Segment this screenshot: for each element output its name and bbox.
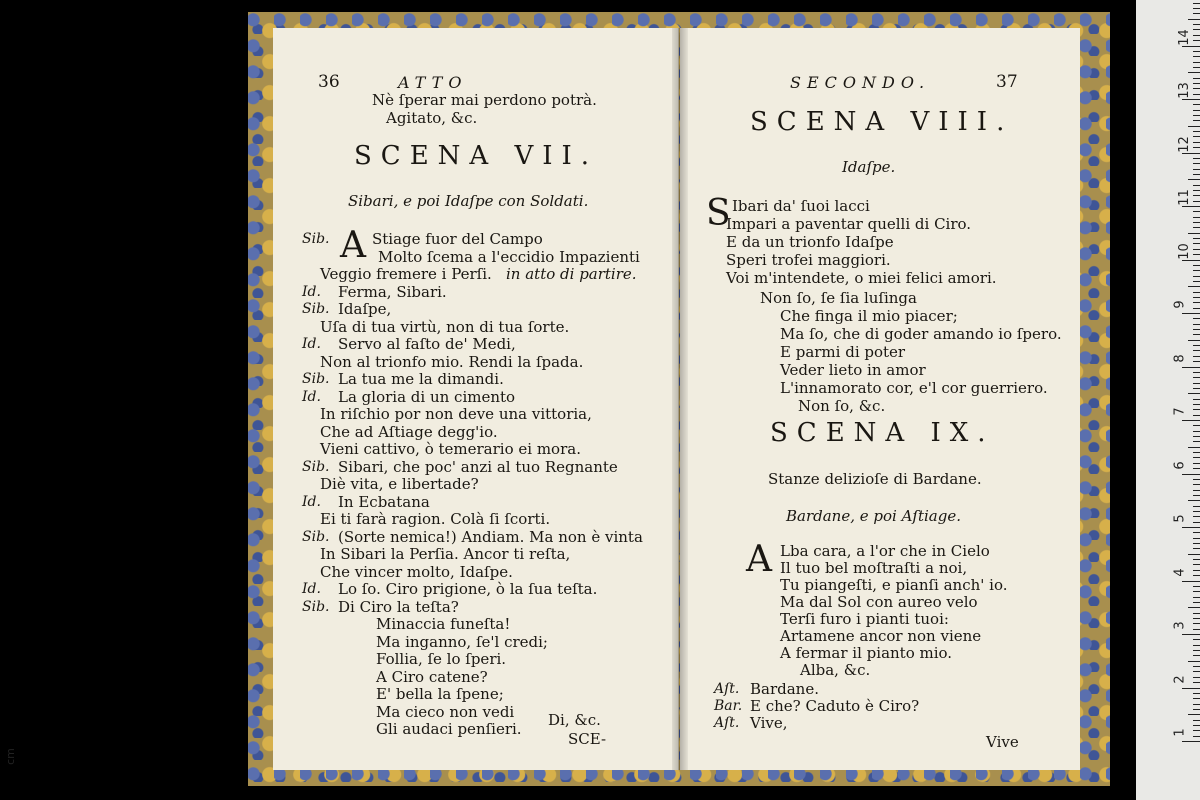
ruler-number: 10 xyxy=(1176,242,1192,260)
ruler-number: 4 xyxy=(1172,567,1188,577)
ruler-tick xyxy=(1193,136,1200,137)
ruler-tick xyxy=(1193,629,1200,630)
ruler-tick xyxy=(1188,19,1200,20)
ruler-tick xyxy=(1193,623,1200,624)
ruler-tick xyxy=(1188,340,1200,341)
ruler-tick xyxy=(1193,190,1200,191)
ruler-tick xyxy=(1193,736,1200,737)
ruler-tick xyxy=(1193,602,1200,603)
dialogue-line: Servo al faſto de' Medi, xyxy=(338,335,516,353)
ruler-tick xyxy=(1193,62,1200,63)
ruler-tick xyxy=(1193,709,1200,710)
ruler-tick xyxy=(1188,393,1200,394)
aria-line: Alba, &c. xyxy=(800,661,871,679)
ruler-tick xyxy=(1193,388,1200,389)
ruler-tick xyxy=(1188,714,1200,715)
dialogue-line: Voi m'intendete, o miei felici amori. xyxy=(726,269,997,287)
ruler-tick xyxy=(1193,318,1200,319)
drop-cap: A xyxy=(746,539,772,580)
ruler-tick xyxy=(1193,163,1200,164)
speaker-label: Id. xyxy=(302,493,321,510)
dialogue-line: Bardane. xyxy=(750,680,819,698)
ruler-tick xyxy=(1193,463,1200,464)
ruler-tick xyxy=(1193,227,1200,228)
ruler-tick xyxy=(1193,613,1200,614)
ruler-tick xyxy=(1193,270,1200,271)
ruler-tick xyxy=(1193,725,1200,726)
ruler-tick xyxy=(1193,415,1200,416)
ruler-tick xyxy=(1182,206,1200,207)
ruler-number: 9 xyxy=(1172,300,1188,309)
aria-line: Gli audaci penſieri. xyxy=(376,720,522,738)
aria-line: Ma cieco non vedi xyxy=(376,702,515,721)
dialogue-line: Uſa di tua virtù, non di tua ſorte. xyxy=(320,317,570,336)
ruler-tick xyxy=(1193,511,1200,512)
ruler-tick xyxy=(1193,329,1200,330)
left-running-head: ATTO xyxy=(398,73,468,92)
ruler-tick xyxy=(1188,233,1200,234)
ruler-tick xyxy=(1193,575,1200,576)
dialogue-line: Ibari da' ſuoi lacci xyxy=(732,197,870,215)
ruler-tick xyxy=(1193,169,1200,170)
dialogue-line: Veggio fremere i Perſi. xyxy=(320,265,492,283)
dialogue-line: Ferma, Sibari. xyxy=(338,282,447,301)
ruler-tick xyxy=(1188,554,1200,555)
ruler-tick xyxy=(1188,607,1200,608)
ruler-tick xyxy=(1182,741,1200,742)
ruler-tick xyxy=(1193,671,1200,672)
ruler-tick xyxy=(1193,591,1200,592)
dialogue-line: E che? Caduto è Ciro? xyxy=(750,697,920,715)
aria-line: L'innamorato cor, e'l cor guerriero. xyxy=(780,379,1048,397)
ruler-tick xyxy=(1193,142,1200,143)
ruler-tick xyxy=(1193,693,1200,694)
ruler-number: 13 xyxy=(1176,82,1192,99)
ruler-tick xyxy=(1193,243,1200,244)
ruler-tick xyxy=(1188,286,1200,287)
dialogue-line: Di Ciro la teſta? xyxy=(338,597,459,616)
ruler-tick xyxy=(1193,436,1200,437)
scene-persons: Sibari, e poi Idaſpe con Soldati. xyxy=(348,192,589,210)
ruler-tick xyxy=(1182,367,1200,368)
ruler-tick xyxy=(1193,8,1200,9)
ruler-tick xyxy=(1193,516,1200,517)
ruler-number: 11 xyxy=(1176,189,1192,206)
aria-line: Terſi furo i pianti tuoi: xyxy=(780,610,949,628)
ruler-tick xyxy=(1193,24,1200,25)
ruler-tick xyxy=(1193,720,1200,721)
ruler-tick xyxy=(1193,350,1200,351)
dialogue-line: Idaſpe, xyxy=(338,300,392,318)
ruler-tick xyxy=(1193,425,1200,426)
ruler-tick xyxy=(1193,618,1200,619)
dialogue-line: Diè vita, e libertade? xyxy=(320,475,479,493)
ruler-tick xyxy=(1193,238,1200,239)
aria-line: Lba cara, a l'or che in Cielo xyxy=(780,542,990,560)
ruler-number: 2 xyxy=(1172,674,1188,684)
ruler-tick xyxy=(1193,495,1200,496)
ruler-tick xyxy=(1193,174,1200,175)
ruler-tick xyxy=(1193,682,1200,683)
dialogue-line: Molto ſcema a l'eccidio Impazienti xyxy=(378,247,640,266)
ruler-tick xyxy=(1193,158,1200,159)
ruler-tick xyxy=(1193,639,1200,640)
ruler-tick xyxy=(1193,479,1200,480)
ruler-tick xyxy=(1193,195,1200,196)
ruler-tick xyxy=(1193,650,1200,651)
ruler-tick xyxy=(1193,40,1200,41)
ruler-tick xyxy=(1193,254,1200,255)
ruler-tick xyxy=(1193,29,1200,30)
dialogue-line: In Ecbatana xyxy=(338,492,430,511)
ruler-tick xyxy=(1182,99,1200,100)
ruler-tick xyxy=(1182,153,1200,154)
aria-line: Follia, ſe lo ſperi. xyxy=(376,650,507,668)
ruler-tick xyxy=(1193,468,1200,469)
book-gutter xyxy=(672,28,688,770)
ruler-tick xyxy=(1193,78,1200,79)
ruler-tick xyxy=(1193,3,1200,4)
speaker-label: Bar. xyxy=(714,698,743,714)
ruler-tick xyxy=(1193,201,1200,202)
ruler-number: 7 xyxy=(1172,407,1188,416)
speaker-label: Sib. xyxy=(302,598,330,615)
aria-line: Artamene ancor non viene xyxy=(780,627,982,645)
ruler-tick xyxy=(1182,46,1200,47)
speaker-label: Aſt. xyxy=(714,681,740,697)
ruler-number: 3 xyxy=(1172,621,1188,630)
ruler-tick xyxy=(1188,179,1200,180)
ruler-tick xyxy=(1193,645,1200,646)
catchword: Vive xyxy=(986,733,1019,751)
ruler-tick xyxy=(1193,88,1200,89)
dialogue-line: In Sibari la Perſia. Ancor ti reſta, xyxy=(320,545,571,563)
dialogue-line: Lo ſo. Ciro prigione, ò la ſua teſta. xyxy=(338,580,598,598)
aria-line: Tu piangeſti, e pianſi anch' io. xyxy=(780,576,1008,594)
ruler-tick xyxy=(1182,634,1200,635)
speaker-label: Id. xyxy=(302,283,321,300)
ruler-tick xyxy=(1193,559,1200,560)
ruler-tick xyxy=(1193,431,1200,432)
ruler-tick xyxy=(1193,457,1200,458)
right-page-number: 37 xyxy=(996,72,1018,92)
ruler-tick xyxy=(1193,666,1200,667)
dialogue-line: Sibari, che poc' anzi al tuo Regnante xyxy=(338,457,618,476)
ruler-tick xyxy=(1193,297,1200,298)
ruler-tick xyxy=(1193,104,1200,105)
ruler-tick xyxy=(1193,490,1200,491)
ruler-tick xyxy=(1193,383,1200,384)
ruler-tick xyxy=(1193,409,1200,410)
dialogue-line: (Sorte nemica!) Andiam. Ma non è vinta xyxy=(338,527,643,546)
ruler-tick xyxy=(1182,420,1200,421)
ruler-tick xyxy=(1193,730,1200,731)
ruler-tick xyxy=(1193,452,1200,453)
speaker-label: Sib. xyxy=(302,458,330,475)
drop-cap: A xyxy=(340,225,366,266)
scene-title: SCENA IX. xyxy=(770,418,995,448)
aria-line: Che finga il mio piacer; xyxy=(780,307,958,325)
ruler-tick xyxy=(1193,56,1200,57)
ruler-tick xyxy=(1193,131,1200,132)
ruler-tick xyxy=(1193,506,1200,507)
ruler-tick xyxy=(1193,120,1200,121)
aria-end: Di, &c. xyxy=(548,711,601,729)
aria-line: Ma ſo, che di goder amando io ſpero. xyxy=(780,325,1062,343)
scene-setting: Stanze delizioſe di Bardane. xyxy=(768,470,982,488)
dialogue-line: Impari a paventar quelli di Ciro. xyxy=(726,215,972,233)
aria-line: Il tuo bel moſtraſti a noi, xyxy=(780,559,968,577)
speaker-label: Sib. xyxy=(302,231,330,247)
ruler-tick xyxy=(1193,83,1200,84)
ruler-tick xyxy=(1193,377,1200,378)
ruler-number: 8 xyxy=(1172,353,1188,363)
ruler-tick xyxy=(1193,51,1200,52)
dialogue-line: Ei ti farà ragion. Colà ſi ſcorti. xyxy=(320,510,551,528)
dialogue-line: Che ad Aſtiage degg'io. xyxy=(320,422,498,441)
ruler-tick xyxy=(1193,404,1200,405)
speaker-label: Aſt. xyxy=(714,715,740,731)
dialogue-line: La gloria di un cimento xyxy=(338,387,516,406)
dialogue-line: Vive, xyxy=(750,714,788,732)
dialogue-line: Speri trofei maggiori. xyxy=(726,251,891,269)
speaker-label: Sib. xyxy=(302,301,330,317)
ruler-tick xyxy=(1193,308,1200,309)
ruler-tick xyxy=(1193,361,1200,362)
aria-line: Non ſo, ſe ſia luſinga xyxy=(760,289,917,307)
left-page-number: 36 xyxy=(318,72,340,92)
ruler-number: 5 xyxy=(1172,514,1188,523)
ruler-tick xyxy=(1193,441,1200,442)
ruler-tick xyxy=(1193,147,1200,148)
ruler-tick xyxy=(1193,564,1200,565)
dialogue-line: Stiage fuor del Campo xyxy=(372,230,543,248)
ruler-tick xyxy=(1188,500,1200,501)
ruler-tick xyxy=(1193,249,1200,250)
aria-line: Veder lieto in amor xyxy=(780,361,926,379)
aria-line: Non ſo, &c. xyxy=(798,397,886,415)
ruler-number: 1 xyxy=(1172,728,1188,737)
ruler-number: 14 xyxy=(1176,28,1192,46)
catchword: SCE- xyxy=(568,730,607,748)
ruler-tick xyxy=(1182,474,1200,475)
ruler-tick xyxy=(1193,265,1200,266)
ruler-tick xyxy=(1193,292,1200,293)
dialogue-line: Non al trionfo mio. Rendi la ſpada. xyxy=(320,352,584,371)
scene-title: SCENA VIII. xyxy=(750,107,1014,137)
ruler-tick xyxy=(1193,324,1200,325)
ruler-tick xyxy=(1193,217,1200,218)
ruler-tick xyxy=(1193,484,1200,485)
ruler-tick xyxy=(1182,260,1200,261)
ruler-tick xyxy=(1193,655,1200,656)
ruler-tick xyxy=(1193,704,1200,705)
dialogue-line: In riſchio por non deve una vittoria, xyxy=(320,405,592,423)
aria-line: Ma inganno, ſe'l credi; xyxy=(376,632,548,651)
speaker-label: Id. xyxy=(302,388,321,405)
aria-line: E parmi di poter xyxy=(780,343,906,361)
ruler-tick xyxy=(1182,313,1200,314)
ruler-tick xyxy=(1193,13,1200,14)
aria-line: Minaccia funeſta! xyxy=(376,615,511,633)
ruler-tick xyxy=(1193,698,1200,699)
ruler-tick xyxy=(1193,345,1200,346)
text-line: Nè ſperar mai perdono potrà. xyxy=(372,91,597,109)
ruler-tick xyxy=(1193,532,1200,533)
aria-line: A fermar il pianto mio. xyxy=(780,644,953,662)
ruler-tick xyxy=(1193,538,1200,539)
speaker-label: Sib. xyxy=(302,371,330,387)
ruler-tick xyxy=(1193,570,1200,571)
aria-line: A Ciro catene? xyxy=(376,667,488,686)
dialogue-line: Vieni cattivo, ò temerario ei mora. xyxy=(320,440,581,458)
dialogue-line: Che vincer molto, Idaſpe. xyxy=(320,562,513,581)
ruler-unit: cm xyxy=(3,748,17,765)
speaker-label: Id. xyxy=(302,336,321,352)
ruler-tick xyxy=(1193,211,1200,212)
scene-persons: Bardane, e poi Aſtiage. xyxy=(786,507,961,525)
ruler-tick xyxy=(1193,35,1200,36)
right-running-head: SECONDO. xyxy=(790,73,931,92)
dialogue-line: E da un trionfo Idaſpe xyxy=(726,233,894,251)
scene-title: SCENA VII. xyxy=(354,141,599,171)
ruler-tick xyxy=(1193,110,1200,111)
ruler-tick xyxy=(1193,222,1200,223)
ruler-tick xyxy=(1182,527,1200,528)
speaker-label: Sib. xyxy=(302,528,330,545)
ruler-tick xyxy=(1193,281,1200,282)
ruler-tick xyxy=(1188,447,1200,448)
ruler-tick xyxy=(1193,67,1200,68)
ruler-tick xyxy=(1193,543,1200,544)
stage-direction: in atto di partire. xyxy=(506,265,637,283)
ruler-tick xyxy=(1193,94,1200,95)
ruler-tick xyxy=(1193,372,1200,373)
ruler-tick xyxy=(1193,597,1200,598)
ruler-tick xyxy=(1193,276,1200,277)
text-line: Agitato, &c. xyxy=(386,109,478,127)
scene-persons: Idaſpe. xyxy=(842,158,896,176)
speaker-label: Id. xyxy=(302,581,321,597)
ruler-tick xyxy=(1193,586,1200,587)
ruler-tick xyxy=(1193,356,1200,357)
ruler-tick xyxy=(1193,399,1200,400)
ruler-tick xyxy=(1188,661,1200,662)
measurement-ruler xyxy=(1136,0,1200,800)
ruler-tick xyxy=(1193,677,1200,678)
ruler-tick xyxy=(1193,115,1200,116)
ruler-number: 6 xyxy=(1172,460,1188,470)
ruler-tick xyxy=(1182,581,1200,582)
dialogue-line: La tua me la dimandi. xyxy=(338,370,504,388)
aria-line: E' bella la ſpene; xyxy=(376,685,504,703)
ruler-tick xyxy=(1193,522,1200,523)
ruler-number: 12 xyxy=(1176,135,1192,153)
ruler-tick xyxy=(1188,126,1200,127)
ruler-tick xyxy=(1193,302,1200,303)
ruler-tick xyxy=(1193,334,1200,335)
aria-line: Ma dal Sol con aureo velo xyxy=(780,593,978,611)
drop-cap: S xyxy=(706,193,731,234)
ruler-tick xyxy=(1182,688,1200,689)
ruler-tick xyxy=(1193,548,1200,549)
ruler-tick xyxy=(1188,72,1200,73)
ruler-tick xyxy=(1193,185,1200,186)
